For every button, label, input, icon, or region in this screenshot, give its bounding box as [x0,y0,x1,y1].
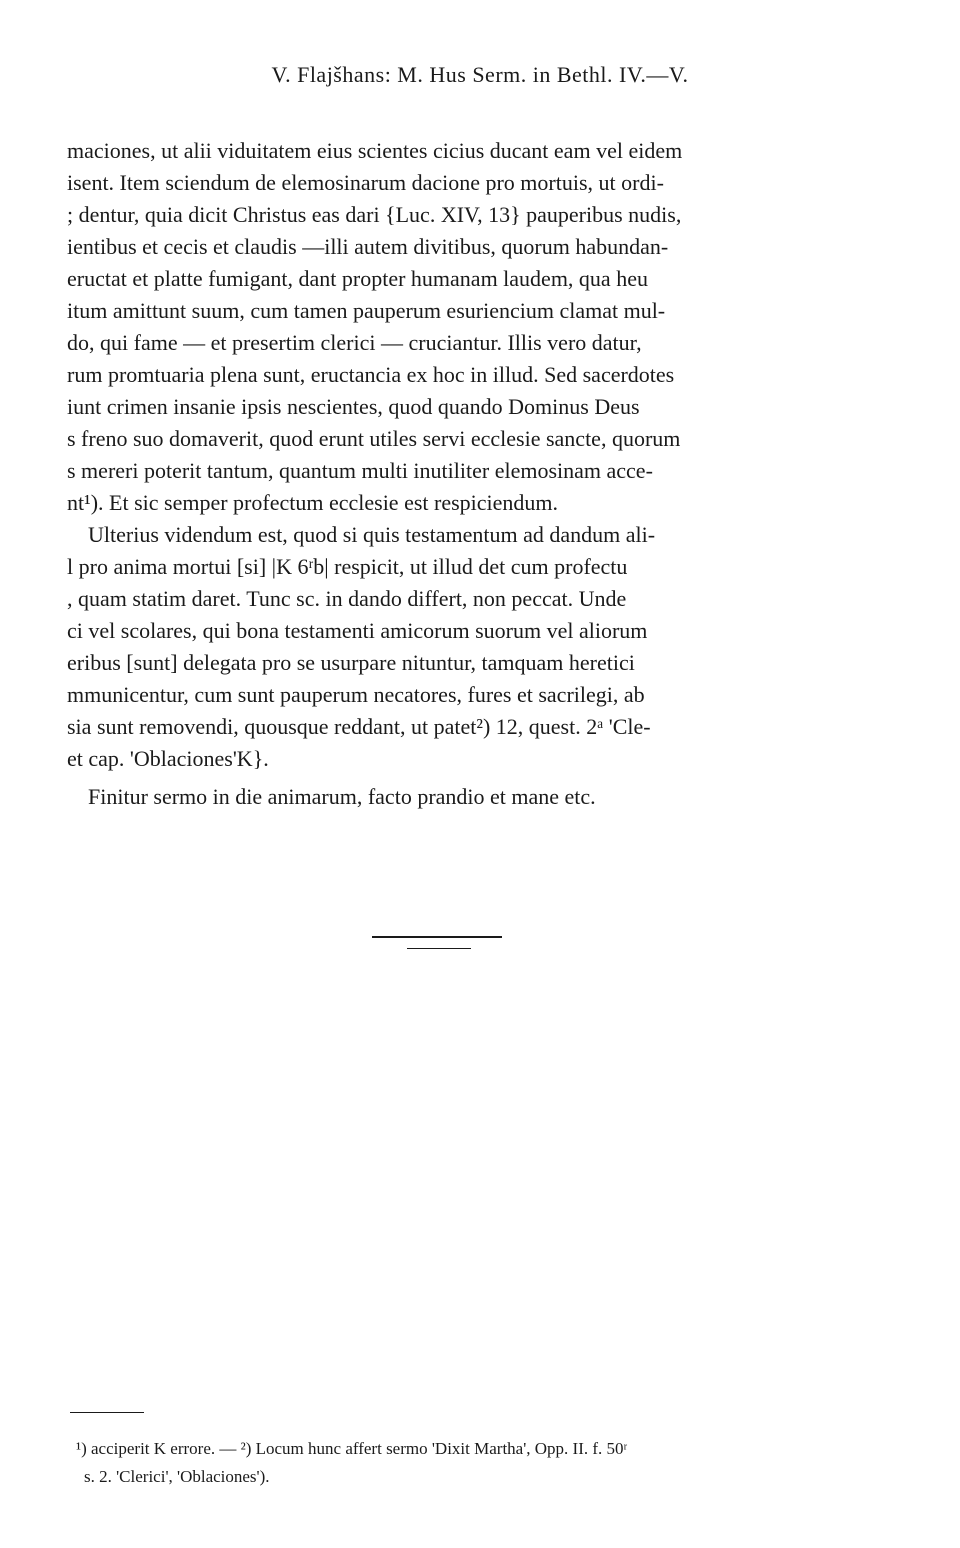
text-line: rum promtuaria plena sunt, eructancia ex hoc in illud. Sed sacerdotes [67,362,675,387]
text-line: l pro anima mortui [si] |K 6ʳb| respicit, ut illud det cum profectu [67,554,628,579]
paragraph-start-line: Ulterius videndum est, quod si quis testamentum ad dandum ali- [88,522,656,547]
text-line: isent. Item sciendum de elemosinarum dacione pro mortuis, ut ordi- [67,170,664,195]
text-line: iunt crimen insanie ipsis nescientes, quod quando Dominus Deus [67,394,640,419]
text-line: itum amittunt suum, cum tamen pauperum esuriencium clamat mul- [67,298,666,323]
text-line: mmunicentur, cum sunt pauperum necatores, fures et sacrilegi, ab [67,682,645,707]
text-line: ci vel scolares, qui bona testamenti amicorum suorum vel aliorum [67,618,648,643]
text-line: ientibus et cecis et claudis —illi autem divitibus, quorum habundan- [67,234,669,259]
text-line: eribus [sunt] delegata pro se usurpare nituntur, tamquam heretici [67,650,635,675]
text-line: nt¹). Et sic semper profectum ecclesie est respiciendum. [67,490,559,515]
end-rule-long [372,936,502,938]
footnote-rule [70,1412,144,1413]
text-line: eructat et platte fumigant, dant propter humanam laudem, qua heu [67,266,648,291]
text-line: s freno suo domaverit, quod erunt utiles servi ecclesie sancte, quorum [67,426,681,451]
text-line: maciones, ut alii viduitatem eius scientes cicius ducant eam vel eidem [67,138,683,163]
footnote-line: ¹) acciperit K errore. — ²) Locum hunc affert sermo 'Dixit Martha', Opp. II. f. 50ʳ [76,1439,628,1458]
text-line: ; dentur, quia dicit Christus eas dari {Luc. XIV, 13} pauperibus nudis, [67,202,682,227]
closing-line: Finitur sermo in die animarum, facto prandio et mane etc. [88,784,596,809]
running-header: V. Flajšhans: M. Hus Serm. in Bethl. IV.—V. [271,62,689,87]
footnote-line: s. 2. 'Clerici', 'Oblaciones'). [84,1467,270,1486]
text-line: do, qui fame — et presertim clerici — cruciantur. Illis vero datur, [67,330,642,355]
text-line: , quam statim daret. Tunc sc. in dando differt, non peccat. Unde [67,586,627,611]
end-rule-short [407,948,471,949]
text-line: s mereri poterit tantum, quantum multi inutiliter elemosinam acce- [67,458,653,483]
text-line: et cap. 'Oblaciones'K}. [67,746,269,771]
text-line: sia sunt removendi, quousque reddant, ut patet²) 12, quest. 2ᵃ 'Cle- [67,714,651,739]
